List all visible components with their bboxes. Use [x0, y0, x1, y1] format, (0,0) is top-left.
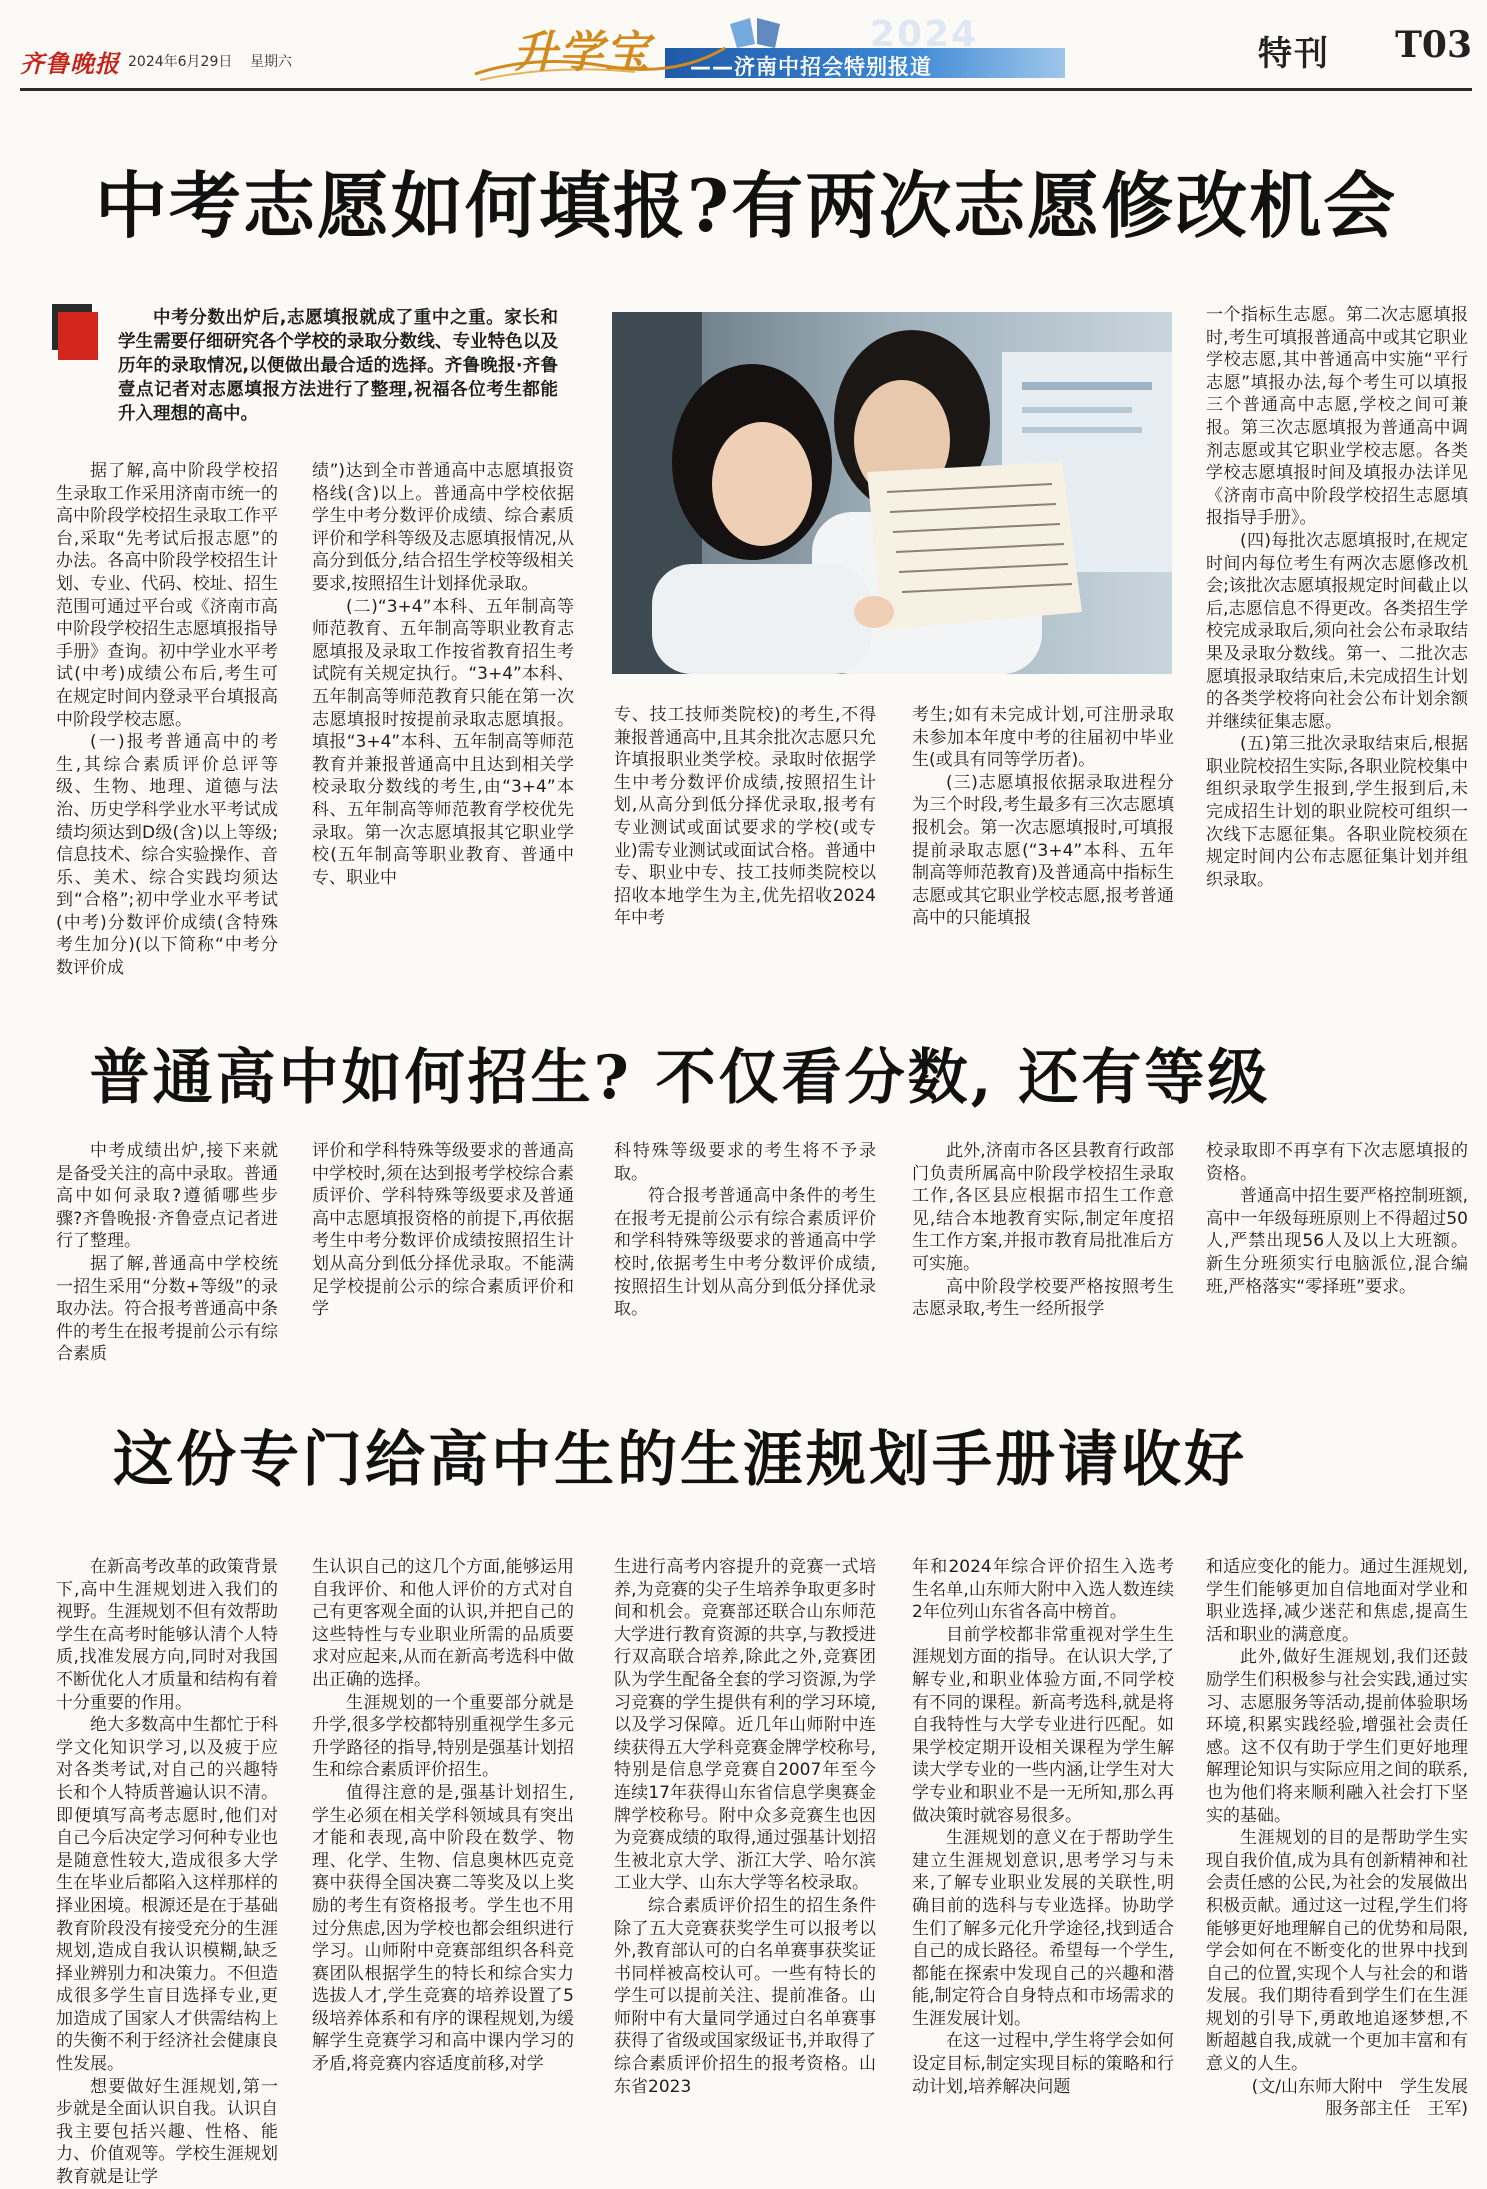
paragraph: (一)报考普通高中的考生,其综合素质评价总评等级、生物、地理、道德与法治、历史学科学业水平考试成绩均须达到D级(含)以上等级;信息技术、综合实验操作、音乐、美术、综合实践均须达到“合格”;初中学业水平考试(中考)分数评价成绩(含特殊考生加分)(以下简称“中考分数评价成	[56, 732, 278, 979]
section-banner	[475, 14, 1065, 82]
article1-column-3	[614, 704, 876, 994]
banner-subtitle: ——济南中招会特别报道	[690, 55, 932, 79]
article3-column-3	[614, 1556, 876, 2176]
article3-byline: (文/山东师大附中 学生发展服务部主任 王军)	[1251, 2076, 1468, 2120]
paragraph: 评价和学科特殊等级要求的普通高中学校时,须在达到报考学校综合素质评价、学科特殊等级要求及普通高中志愿填报资格的前提下,再依据考生中考分数评价成绩按照招生计划从高分到低分择优录取。不能满足学校提前公示的综合素质评价和学	[312, 1141, 574, 1320]
paragraph: (三)志愿填报依据录取进程分为三个时段,考生最多有三次志愿填报机会。第一次志愿填报时,可填报提前录取志愿(“3+4”本科、五年制高等师范教育)及普通高中指标生志愿或其它职业学校志愿,报考普通高中的只能填报	[912, 772, 1174, 929]
paragraph: 据了解,普通高中学校统一招生采用“分数+等级”的录取办法。符合报考普通高中条件的考生在报考提前公示有综合素质	[56, 1253, 278, 1365]
article3-column-2	[312, 1556, 574, 2176]
paragraph: 生涯规划的目的是帮助学生实现自我价值,成为具有创新精神和社会责任感的公民,为社会的发展做出积极贡献。通过这一过程,学生们将能够更好地理解自己的优势和局限,学会如何在不断变化的世界中找到自己的位置,实现个人与社会的和谐发展。我们期待看到学生们在生涯规划的引导下,勇敢地追逐梦想,不断超越自我,成就一个更加丰富和有意义的人生。	[1206, 1828, 1468, 2075]
article2-column-5	[1206, 1140, 1468, 1370]
paper-name-logo: 齐鲁晚报	[20, 49, 120, 78]
paragraph: (四)每批次志愿填报时,在规定时间内每位考生有两次志愿修改机会;该批次志愿填报规定时间截止以后,志愿信息不得更改。各类招生学校完成录取后,须向社会公布录取结果及录取分数线。第一、二批次志愿填报录取结束后,未完成招生计划的各类学校将向社会公布计划余额并继续征集志愿。	[1206, 530, 1468, 732]
article3-column-1	[56, 1556, 278, 2188]
paragraph: 和适应变化的能力。通过生涯规划,学生们能够更加自信地面对学业和职业选择,减少迷茫和焦虑,提高生活和职业的满意度。	[1206, 1557, 1468, 1645]
paragraph: 值得注意的是,强基计划招生,学生必须在相关学科领域具有突出才能和表现,高中阶段在数学、物理、化学、生物、信息奥林匹克竞赛中获得全国决赛二等奖及以上奖励的考生有资格报考。学生也不用过分焦虑,因为学校也都会组织进行学习。山师附中竞赛部组织各科竞赛团队根据学生的特长和综合实力选拔人才,学生竞赛的培养设置了5级培养体系和有序的课程规划,为缓解学生竞赛学习和高中课内学习的矛盾,将竞赛内容适度前移,对学	[312, 1782, 574, 2075]
paragraph: 在新高考改革的政策背景下,高中生涯规划进入我们的视野。生涯规划不但有效帮助学生在高考时能够认清个人特质,找准发展方向,同时对我国不断优化人才质量和结构有着十分重要的作用。	[56, 1557, 278, 1713]
article3-column-4	[912, 1556, 1174, 2176]
page-number: T03	[1395, 24, 1472, 66]
section-label: 特刊	[1258, 34, 1330, 74]
paragraph: (五)第三批次录取结束后,根据职业院校招生实际,各职业院校集中组织录取学生报到,学生报到后,未完成招生计划的职业院校可组织一次线下志愿征集。各职业院校须在规定时间内公布志愿征集计划并组织录取。	[1206, 734, 1468, 890]
paragraph: 想要做好生涯规划,第一步就是全面认识自我。认识自我主要包括兴趣、性格、能力、价值观等。学校生涯规划教育就是让学	[56, 2076, 278, 2188]
publication-weekday: 星期六	[250, 54, 292, 70]
article2-headline: 普通高中如何招生? 不仅看分数, 还有等级	[89, 1043, 1271, 1113]
masthead	[20, 14, 1472, 88]
article1-column-4	[912, 704, 1174, 994]
news-photo-two-students-reading-icon	[612, 312, 1172, 674]
paragraph: 此外,做好生涯规划,我们还鼓励学生们积极参与社会实践,通过实习、志愿服务等活动,提前体验职场环境,积累实践经验,增强社会责任感。这不仅有助于学生们更好地理解理论知识与实际应用之间的联系,也为他们将来顺利融入社会打下坚实的基础。	[1206, 1647, 1468, 1826]
article2-column-3	[614, 1140, 876, 1370]
article1-lead: 中考分数出炉后,志愿填报就成了重中之重。家长和学生需要仔细研究各个学校的录取分数线、专业特色以及历年的录取情况,以便做出最合适的选择。齐鲁晚报·齐鲁壹点记者对志愿填报方法进行了整理,祝福各位考生都能升入理想的高中。	[118, 308, 558, 424]
article2-column-4	[912, 1140, 1174, 1370]
paragraph: 生认识自己的这几个方面,能够运用自我评价、和他人评价的方式对自己有更客观全面的认识,并把自己的这些特性与专业职业所需的品质要求对应起来,从而在新高考选科中做出正确的选择。	[312, 1557, 574, 1690]
paragraph: 年和2024年综合评价招生入选考生名单,山东师大附中入选人数连续2年位列山东省各高中榜首。	[912, 1557, 1174, 1623]
article1-headline: 中考志愿如何填报?有两次志愿修改机会	[94, 163, 1398, 248]
paragraph: 生涯规划的一个重要部分就是升学,很多学校都特别重视学生多元升学路径的指导,特别是强基计划招生和综合素质评价招生。	[312, 1692, 574, 1781]
lead-mark-icon	[52, 304, 100, 360]
paragraph: 高中阶段学校要严格按照考生志愿录取,考生一经所报学	[912, 1276, 1174, 1320]
paragraph: 在这一过程中,学生将学会如何设定目标,制定实现目标的策略和行动计划,培养解决问题	[912, 2031, 1174, 2097]
paragraph: 普通高中招生要严格控制班额,高中一年级每班原则上不得超过50人,严禁出现56人及以上大班额。新生分班须实行电脑派位,混合编班,严格落实“零择班”要求。	[1206, 1186, 1468, 1297]
paragraph: 考生;如有未完成计划,可注册录取未参加本年度中考的往届初中毕业生(或具有同等学历者)。	[912, 705, 1174, 771]
article2-column-1	[56, 1140, 278, 1370]
paragraph: 符合报考普通高中条件的考生在报考无提前公示有综合素质评价和学科特殊等级要求的普通高中学校时,依据考生中考分数评价成绩,按照招生计划从高分到低分择优录取。	[614, 1186, 876, 1320]
paragraph: 校录取即不再享有下次志愿填报的资格。	[1206, 1141, 1468, 1184]
paragraph: 目前学校都非常重视对学生生涯规划方面的指导。在认识大学,了解专业,和职业体验方面,不同学校有不同的课程。新高考选科,就是将自我特性与大学专业进行匹配。如果学校定期开设相关课程为学生解读大学专业的一些内涵,让学生对大学专业和职业不是一无所知,那么再做决策时就容易很多。	[912, 1624, 1174, 1826]
article1-column-5	[1206, 304, 1468, 994]
paragraph: 据了解,高中阶段学校招生录取工作采用济南市统一的高中阶段学校招生录取工作平台,采取“先考试后报志愿”的办法。各高中阶段学校招生计划、专业、代码、校址、招生范围可通过平台或《济南市高中阶段学校招生志愿填报指导手册》查询。初中学业水平考试(中考)成绩公布后,考生可在规定时间内登录平台填报高中阶段学校志愿。	[56, 461, 278, 730]
paragraph: 生进行高考内容提升的竞赛一式培养,为竞赛的尖子生培养争取更多时间和机会。竞赛部还联合山东师范大学进行教育资源的共享,与教授进行双高联合培养,除此之外,竞赛团队为学生配备全套的学习资源,为学习竞赛的学生提供有利的学习环境,以及学习保障。近几年山师附中连续获得五大学科竞赛金牌学校称号,特别是信息学竞赛自2007年至今连续17年获得山东省信息学奥赛金牌学校称号。附中众多竞赛生也因为竞赛成绩的取得,通过强基计划招生被北京大学、浙江大学、哈尔滨工业大学、山东大学等名校录取。	[614, 1557, 876, 1894]
paragraph: 专、技工技师类院校)的考生,不得兼报普通高中,且其余批次志愿只允许填报职业类学校。录取时依据学生中考分数评价成绩,按照招生计划,从高分到低分择优录取,报考有专业测试或面试要求的学校(或专业)需专业测试或面试合格。普通中专、职业中专、技工技师类院校以招收本地学生为主,优先招收2024年中考	[614, 705, 876, 929]
article2-column-2	[312, 1140, 574, 1370]
banner-title: 升学宝	[513, 27, 651, 78]
masthead-rule	[20, 88, 1472, 91]
paragraph: 生涯规划的意义在于帮助学生建立生涯规划意识,思考学习与未来,了解专业职业发展的关联性,明确目前的选科与专业选择。协助学生们了解多元化升学途径,找到适合自己的成长路径。希望每一个学生,都能在探索中发现自己的兴趣和潜能,制定符合自身特点和市场需求的生涯发展计划。	[912, 1828, 1174, 2029]
paragraph: 综合素质评价招生的招生条件除了五大竞赛获奖学生可以报考以外,教育部认可的白名单赛事获奖证书同样被高校认可。一些有特长的学生可以提前关注、提前准备。山师附中有大量同学通过白名单赛事获得了省级或国家级证书,并取得了综合素质评价招生的报考资格。山东省2023	[614, 1895, 876, 2097]
paragraph: 一个指标生志愿。第二次志愿填报时,考生可填报普通高中或其它职业学校志愿,其中普通高中实施“平行志愿”填报办法,每个考生可以填报三个普通高中志愿,学校之间可兼报。第三次志愿填报为普通高中调剂志愿或其它职业学校志愿。各类学校志愿填报时间及填报办法详见《济南市高中阶段学校招生志愿填报指导手册》。	[1206, 305, 1468, 529]
paragraph: 科特殊等级要求的考生将不予录取。	[614, 1141, 876, 1184]
article3-column-5	[1206, 1556, 1468, 2176]
paragraph: 绩”)达到全市普通高中志愿填报资格线(含)以上。普通高中学校依据学生中考分数评价成绩、综合素质评价和学科等级及志愿填报情况,从高分到低分,结合招生学校等级相关要求,按照招生计划择优录取。	[312, 461, 574, 594]
paragraph: (二)“3+4”本科、五年制高等师范教育、五年制高等职业教育志愿填报及录取工作按省教育招生考试院有关规定执行。“3+4”本科、五年制高等师范教育只能在第一次志愿填报时按提前录取志愿填报。填报“3+4”本科、五年制高等师范教育并兼报普通高中且达到相关学校录取分数线的考生,由“3+4”本科、五年制高等师范教育学校优先录取。第一次志愿填报其它职业学校(五年制高等职业教育、普通中专、职业中	[312, 596, 574, 888]
paragraph: 绝大多数高中生都忙于科学文化知识学习,以及疲于应对各类考试,对自己的兴趣特长和个人特质普遍认识不清。即便填写高考志愿时,他们对自己今后决定学习何种专业也是随意性较大,造成很多大学生在毕业后都陷入这样那样的择业困境。根源还是在于基础教育阶段没有接受充分的生涯规划,造成自我认识模糊,缺乏择业辨别力和决策力。不但造成很多学生盲目选择专业,更加造成了国家人才供需结构上的失衡不利于经济社会健康良性发展。	[56, 1715, 278, 2075]
article3-headline: 这份专门给高中生的生涯规划手册请收好	[113, 1425, 1247, 1495]
paragraph: 中考成绩出炉,接下来就是备受关注的高中录取。普通高中如何录取?遵循哪些步骤?齐鲁晚报·齐鲁壹点记者进行了整理。	[56, 1141, 278, 1252]
article1-column-2	[312, 460, 574, 990]
paragraph: 此外,济南市各区县教育行政部门负责所属高中阶段学校招生录取工作,各区县应根据市招生工作意见,结合本地教育实际,制定年度招生工作方案,并报市教育局批准后方可实施。	[912, 1141, 1174, 1274]
publication-date: 2024年6月29日	[128, 54, 233, 70]
article1-column-1	[56, 460, 278, 990]
banner-year: 2024	[870, 14, 979, 55]
